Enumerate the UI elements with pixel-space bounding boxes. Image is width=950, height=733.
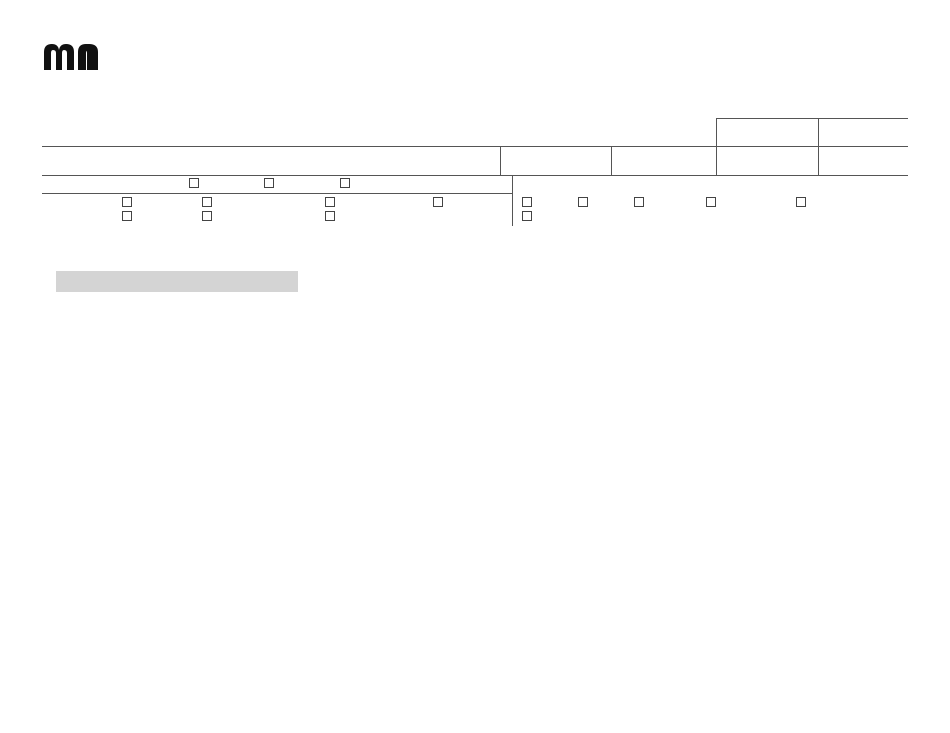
totals-prev-label — [56, 271, 298, 292]
